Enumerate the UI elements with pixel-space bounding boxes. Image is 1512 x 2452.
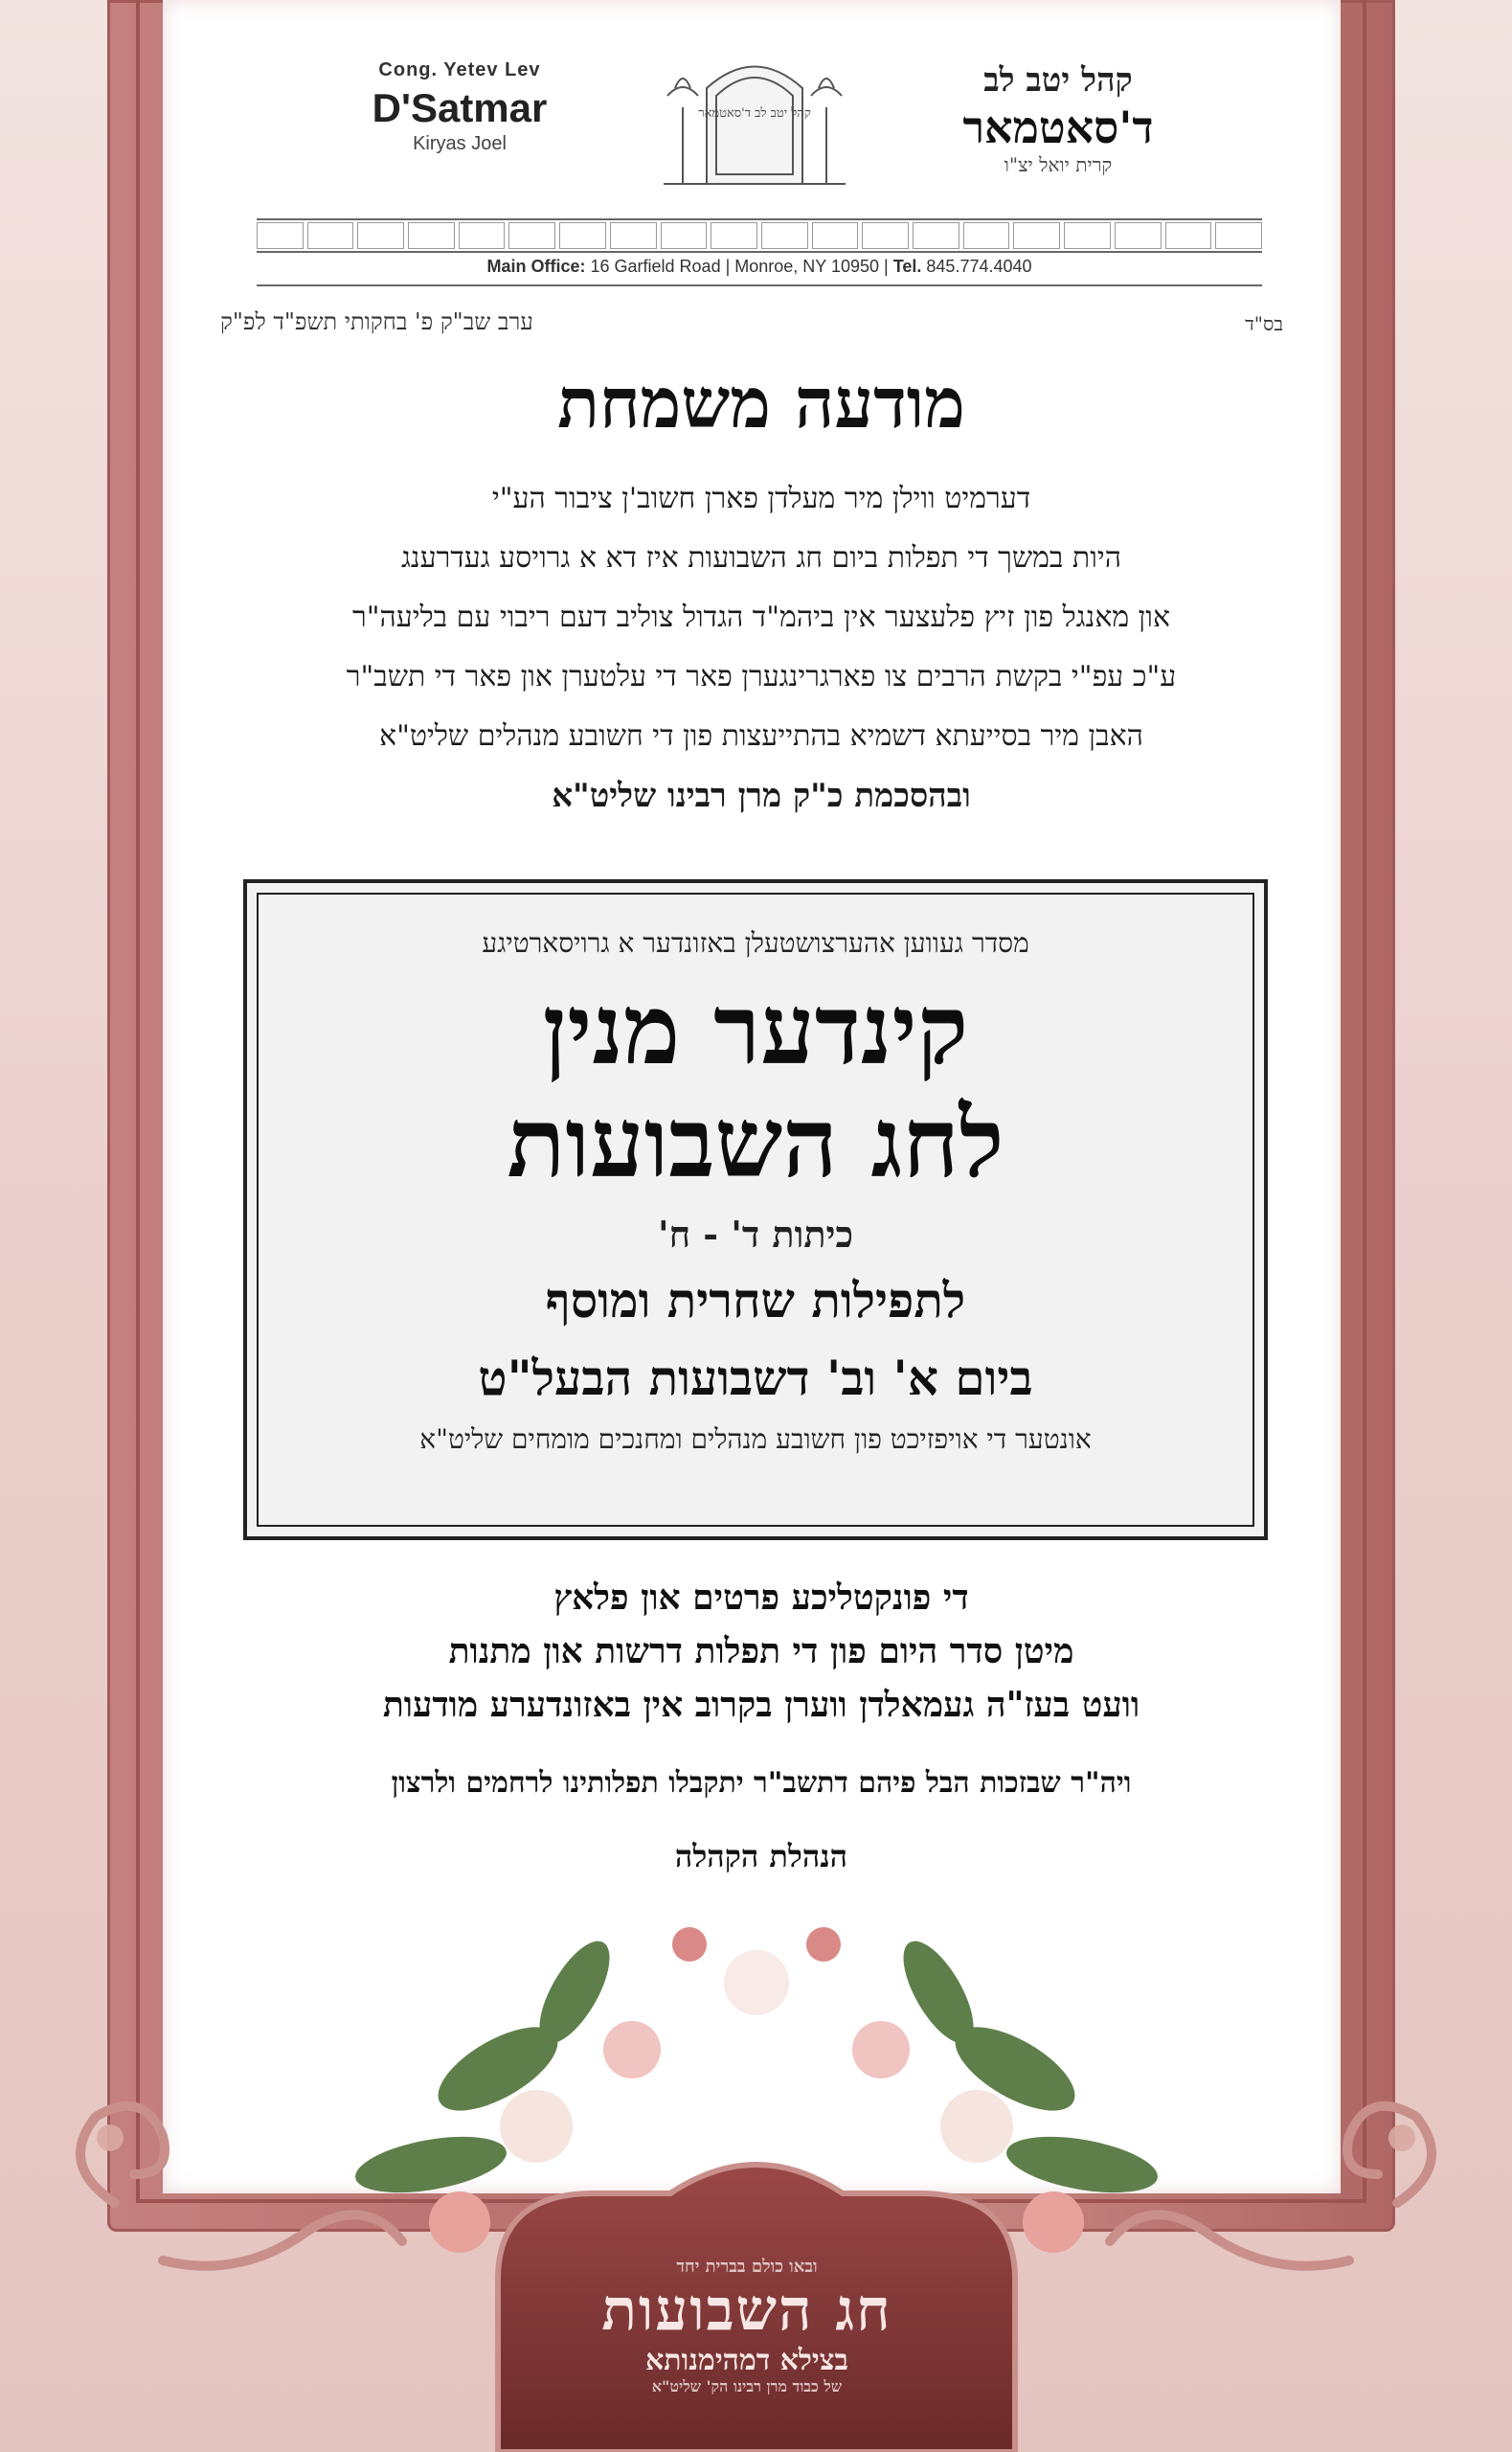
english-logo [345,59,575,155]
body-line: דערמיט ווילן מיר מעלדן פארן חשוב'ן ציבור הע"י [491,482,1031,515]
box-grades: כיתות ד' - ח' [657,1213,854,1256]
tel-number: 845.774.4040 [926,257,1032,276]
closing-blessing: ויה"ר שבזכות הבל פיהם דתשב"ר יתקבלו תפלותינו לרחמים ולרצון [391,1766,1132,1800]
notice-body [211,469,1312,826]
office-address-line [257,257,1262,286]
notice-title: מודעה משמחת [557,362,965,443]
plaque-line-4: של כבוד מרן רבינו הק' שליט"א [651,2377,843,2395]
logo-hebrew-top: קהל יטב לב [983,61,1133,100]
signature: הנהלת הקהלה [674,1838,848,1874]
box-headline-1: קינדער מנין [542,973,969,1086]
box-days: ביום א' וב' דשבועות הבעל"ט [478,1350,1033,1406]
crest-text: קהל יטב לב ד'סאטמאר [698,106,811,121]
details-line: וועט בעז"ה געמאלדן ווערן בקרוב אין באזונדערע מודעות [382,1685,1140,1725]
body-approval-line: ובהסכמת כ"ק מרן רבינו שליט"א [552,777,971,815]
body-line: היות במשך די תפלות ביום חג השבועות איז דא א גרויסע געדרענג [400,541,1122,575]
logo-hebrew-name: ד'סאטמאר [962,102,1154,153]
logo-hebrew-place: קרית יואל יצ"ו [1004,153,1113,176]
holiday-plaque [536,2257,958,2396]
box-supervision: אונטער די אויפזיכט פון חשובע מנהלים ומחנכים מומחים שליט"א [419,1423,1092,1455]
logo-cong-text: Cong. Yetev Lev [378,59,541,80]
branch-strip [257,218,1262,253]
office-address: 16 Garfield Road | Monroe, NY 10950 | [590,257,889,276]
box-subtitle: מסדר געווען אהערצושטעלן באזונדער א גרויסארטיגע [482,927,1029,959]
plaque-line-1: ובאו כולם בברית יחד [676,2257,818,2277]
bsd-mark: בס"ד [1245,312,1283,335]
body-line: און מאנגל פון זיץ פלעצער אין ביהמ"ד הגדול צוליב דעם ריבוי עם בליעה"ר [351,601,1170,634]
tel-label: Tel. [892,257,922,276]
details-section [211,1571,1312,1883]
logo-place-text: Kiryas Joel [413,133,507,154]
logo-name-text: D'Satmar [372,85,548,130]
hebrew-date: ערב שב"ק פ' בחקותי תשפ"ד לפ"ק [220,308,533,335]
plaque-title: חג השבועות [601,2277,892,2344]
announcement-box [243,879,1268,1540]
body-line: ע"כ עפ"י בקשת הרבים צו פארגרינגערן פאר די עלטערן און פאר די תשב"ר [346,660,1177,693]
plaque-line-3: בצילא דמהימנותא [645,2344,848,2377]
office-label: Main Office: [486,257,586,276]
details-line: די פונקטליכע פרטים און פלאץ [553,1578,969,1618]
hebrew-logo [938,61,1178,177]
body-line: האבן מיר בסייעתא דשמיא בהתייעצות פון די חשובע מנהלים שליט"א [379,719,1143,753]
details-line: מיטן סדר היום פון די תפלות דרשות און מתנות [448,1631,1074,1671]
box-headline-2: לחג השבועות [507,1086,1004,1199]
congregation-crest-icon [654,50,855,193]
box-prayers: לתפילות שחרית ומוסף [545,1272,966,1328]
